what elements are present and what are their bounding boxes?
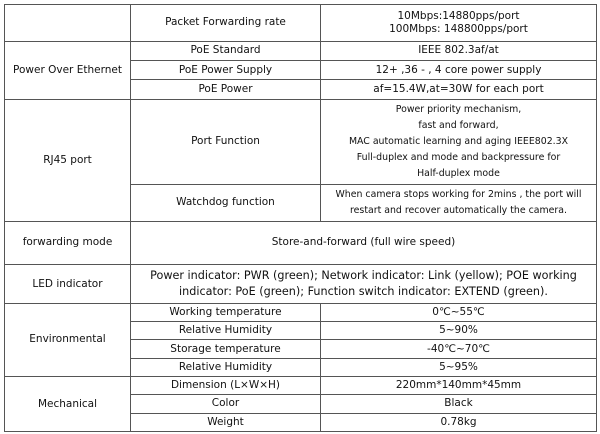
spec-value: 12+ ,36 - , 4 core power supply xyxy=(321,60,597,79)
spec-label: PoE Standard xyxy=(131,41,321,60)
spec-label: Dimension (L×W×H) xyxy=(131,377,321,395)
spec-value: 5~95% xyxy=(321,358,597,376)
category-cell: Power Over Ethernet xyxy=(5,41,131,99)
spec-label: Color xyxy=(131,395,321,413)
category-cell: LED indicator xyxy=(5,265,131,304)
spec-value: af=15.4W,at=30W for each port xyxy=(321,80,597,99)
spec-value: 5~90% xyxy=(321,322,597,340)
spec-label: Weight xyxy=(131,413,321,431)
spec-label: PoE Power Supply xyxy=(131,60,321,79)
category-cell: RJ45 port xyxy=(5,99,131,221)
table-row xyxy=(5,303,597,321)
table-row xyxy=(5,377,597,395)
spec-label: Watchdog function xyxy=(131,184,321,221)
spec-value: 0.78kg xyxy=(321,413,597,431)
table-row xyxy=(5,5,597,42)
spec-value: 0℃~55℃ xyxy=(321,303,597,321)
spec-label: Packet Forwarding rate xyxy=(131,5,321,42)
table-row xyxy=(5,221,597,265)
spec-label: Port Function xyxy=(131,99,321,184)
spec-label: Storage temperature xyxy=(131,340,321,358)
category-cell-empty xyxy=(5,5,131,42)
spec-value: Store-and-forward (full wire speed) xyxy=(131,221,597,265)
spec-value: When camera stops working for 2mins , the port will restart and recover automatically the camera. xyxy=(321,184,597,221)
spec-value: Power priority mechanism, fast and forward, MAC automatic learning and aging IEEE802.3X Full-duplex and mode and backpressure for Half-duplex mode xyxy=(321,99,597,184)
spec-value: -40℃~70℃ xyxy=(321,340,597,358)
category-cell: Mechanical xyxy=(5,377,131,432)
spec-value: Power indicator: PWR (green); Network indicator: Link (yellow); POE working indicator: PoE (green); Function switch indicator: EXTEND (green). xyxy=(131,265,597,304)
spec-label: Relative Humidity xyxy=(131,322,321,340)
spec-label: PoE Power xyxy=(131,80,321,99)
spec-label: Relative Humidity xyxy=(131,358,321,376)
category-cell: forwarding mode xyxy=(5,221,131,265)
category-cell: Environmental xyxy=(5,303,131,376)
spec-value: Black xyxy=(321,395,597,413)
table-row xyxy=(5,41,597,60)
spec-value: 10Mbps:14880pps/port 100Mbps: 148800pps/port xyxy=(321,5,597,42)
spec-value: IEEE 802.3af/at xyxy=(321,41,597,60)
table-row xyxy=(5,99,597,184)
table-row xyxy=(5,265,597,304)
spec-value: 220mm*140mm*45mm xyxy=(321,377,597,395)
spec-table xyxy=(4,4,597,432)
spec-label: Working temperature xyxy=(131,303,321,321)
